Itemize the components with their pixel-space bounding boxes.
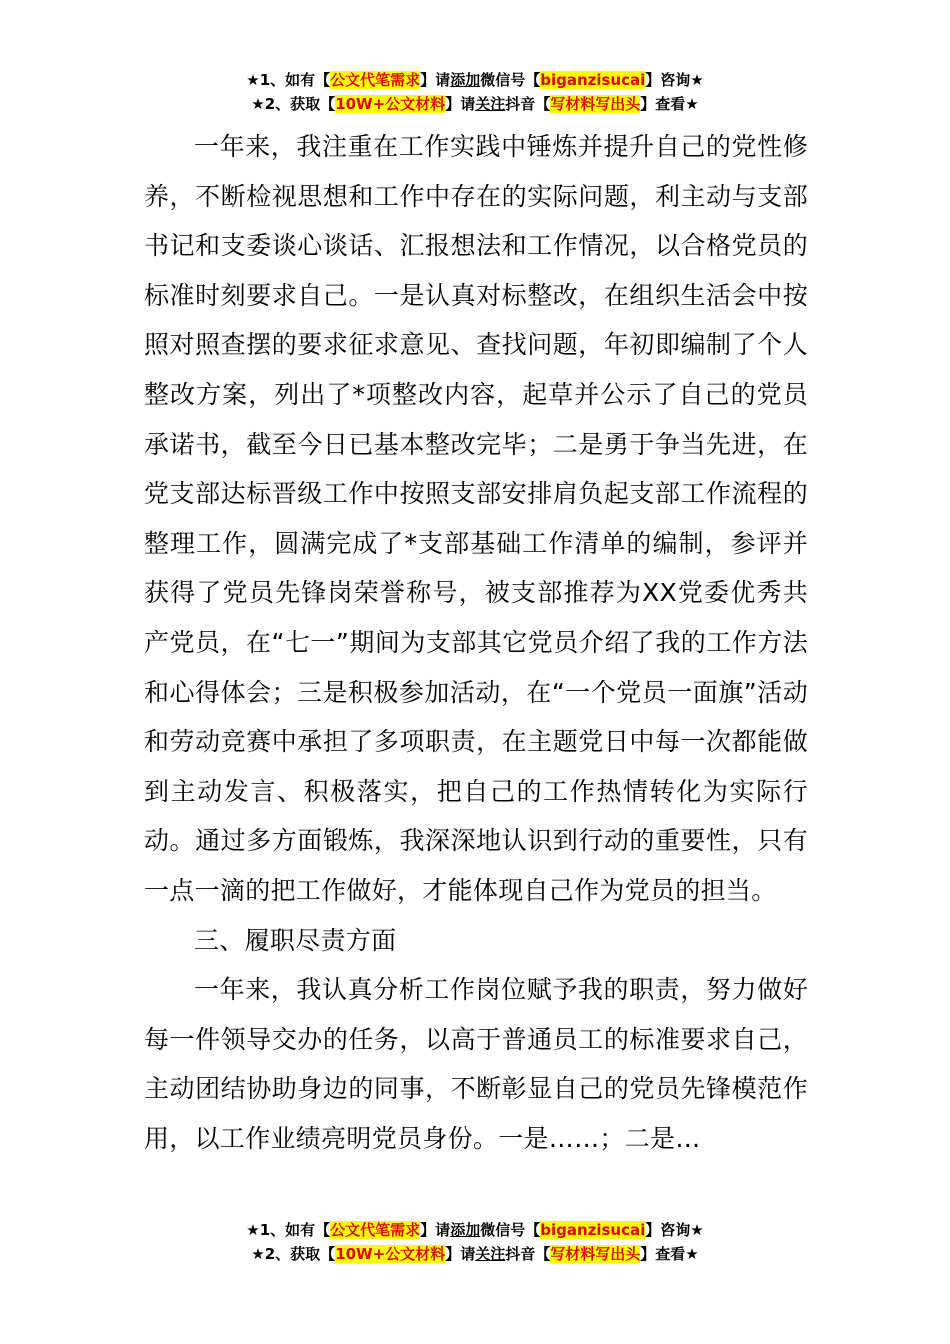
promo-highlight: 10W+公文材料 bbox=[335, 95, 446, 113]
promo-text: 】请 bbox=[420, 71, 451, 89]
promo-text: 】请 bbox=[445, 95, 476, 113]
promo-text: ★2、获取【 bbox=[251, 95, 336, 113]
promo-line-1 bbox=[0, 68, 950, 92]
promo-line-2 bbox=[0, 92, 950, 116]
promo-text: 】咨询★ bbox=[645, 1221, 704, 1239]
promo-line-1 bbox=[0, 1218, 950, 1242]
promo-text: 微信号【 bbox=[480, 71, 541, 89]
document-body bbox=[144, 122, 808, 1163]
section-heading: 三、履职尽责方面 bbox=[194, 925, 397, 955]
promo-highlight: 公文代笔需求 bbox=[330, 1221, 421, 1239]
promo-text: ★1、如有【 bbox=[246, 71, 331, 89]
promo-text: 】咨询★ bbox=[645, 71, 704, 89]
promo-highlight: 写材料写出头 bbox=[550, 1245, 641, 1263]
promo-highlight: 10W+公文材料 bbox=[335, 1245, 446, 1263]
promo-text: ★2、获取【 bbox=[251, 1245, 336, 1263]
header-promo-banner bbox=[0, 68, 950, 116]
promo-line-2 bbox=[0, 1242, 950, 1266]
promo-underlined: 添加 bbox=[450, 1221, 481, 1239]
promo-highlight: 公文代笔需求 bbox=[330, 71, 421, 89]
promo-text: 微信号【 bbox=[480, 1221, 541, 1239]
promo-highlight: biganzisucai bbox=[540, 1221, 646, 1239]
promo-text: 】请 bbox=[445, 1245, 476, 1263]
promo-text: 】查看★ bbox=[640, 1245, 699, 1263]
footer-promo-banner bbox=[0, 1218, 950, 1266]
promo-underlined: 关注 bbox=[475, 95, 506, 113]
promo-highlight: biganzisucai bbox=[540, 71, 646, 89]
body-paragraph: 一年来，我认真分析工作岗位赋予我的职责，努力做好每一件领导交办的任务，以高于普通员工的标准要求自己，主动团结协助身边的同事，不断彰显自己的党员先锋模范作用，以工作业绩亮明党员身份。一是……；二是… bbox=[144, 975, 808, 1153]
promo-text: 抖音【 bbox=[505, 1245, 551, 1263]
promo-text: ★1、如有【 bbox=[246, 1221, 331, 1239]
promo-text: 】查看★ bbox=[640, 95, 699, 113]
promo-highlight: 写材料写出头 bbox=[550, 95, 641, 113]
promo-text: 抖音【 bbox=[505, 95, 551, 113]
promo-underlined: 添加 bbox=[450, 71, 481, 89]
promo-underlined: 关注 bbox=[475, 1245, 506, 1263]
promo-text: 】请 bbox=[420, 1221, 451, 1239]
body-paragraph: 一年来，我注重在工作实践中锤炼并提升自己的党性修养，不断检视思想和工作中存在的实际问题，利主动与支部书记和支委谈心谈话、汇报想法和工作情况，以合格党员的标准时刻要求自己。一是认真对标整改，在组织生活会中按照对照查摆的要求征求意见、查找问题，年初即编制了个人整改方案，列出了*项整改内容，起草并公示了自己的党员承诺书，截至今日已基本整改完毕；二是勇于争当先进，在党支部达标晋级工作中按照支部安排肩负起支部工作流程的整理工作，圆满完成了*支部基础工作清单的编制，参评并获得了党员先锋岗荣誉称号，被支部推荐为XX党委优秀共产党员，在“七一”期间为支部其它党员介绍了我的工作方法和心得体会；三是积极参加活动，在“一个党员一面旗”活动和劳动竞赛中承担了多项职责，在主题党日中每一次都能做到主动发言、积极落实，把自己的工作热情转化为实际行动。通过多方面锻炼，我深深地认识到行动的重要性，只有一点一滴的把工作做好，才能体现自己作为党员的担当。 bbox=[144, 132, 808, 905]
